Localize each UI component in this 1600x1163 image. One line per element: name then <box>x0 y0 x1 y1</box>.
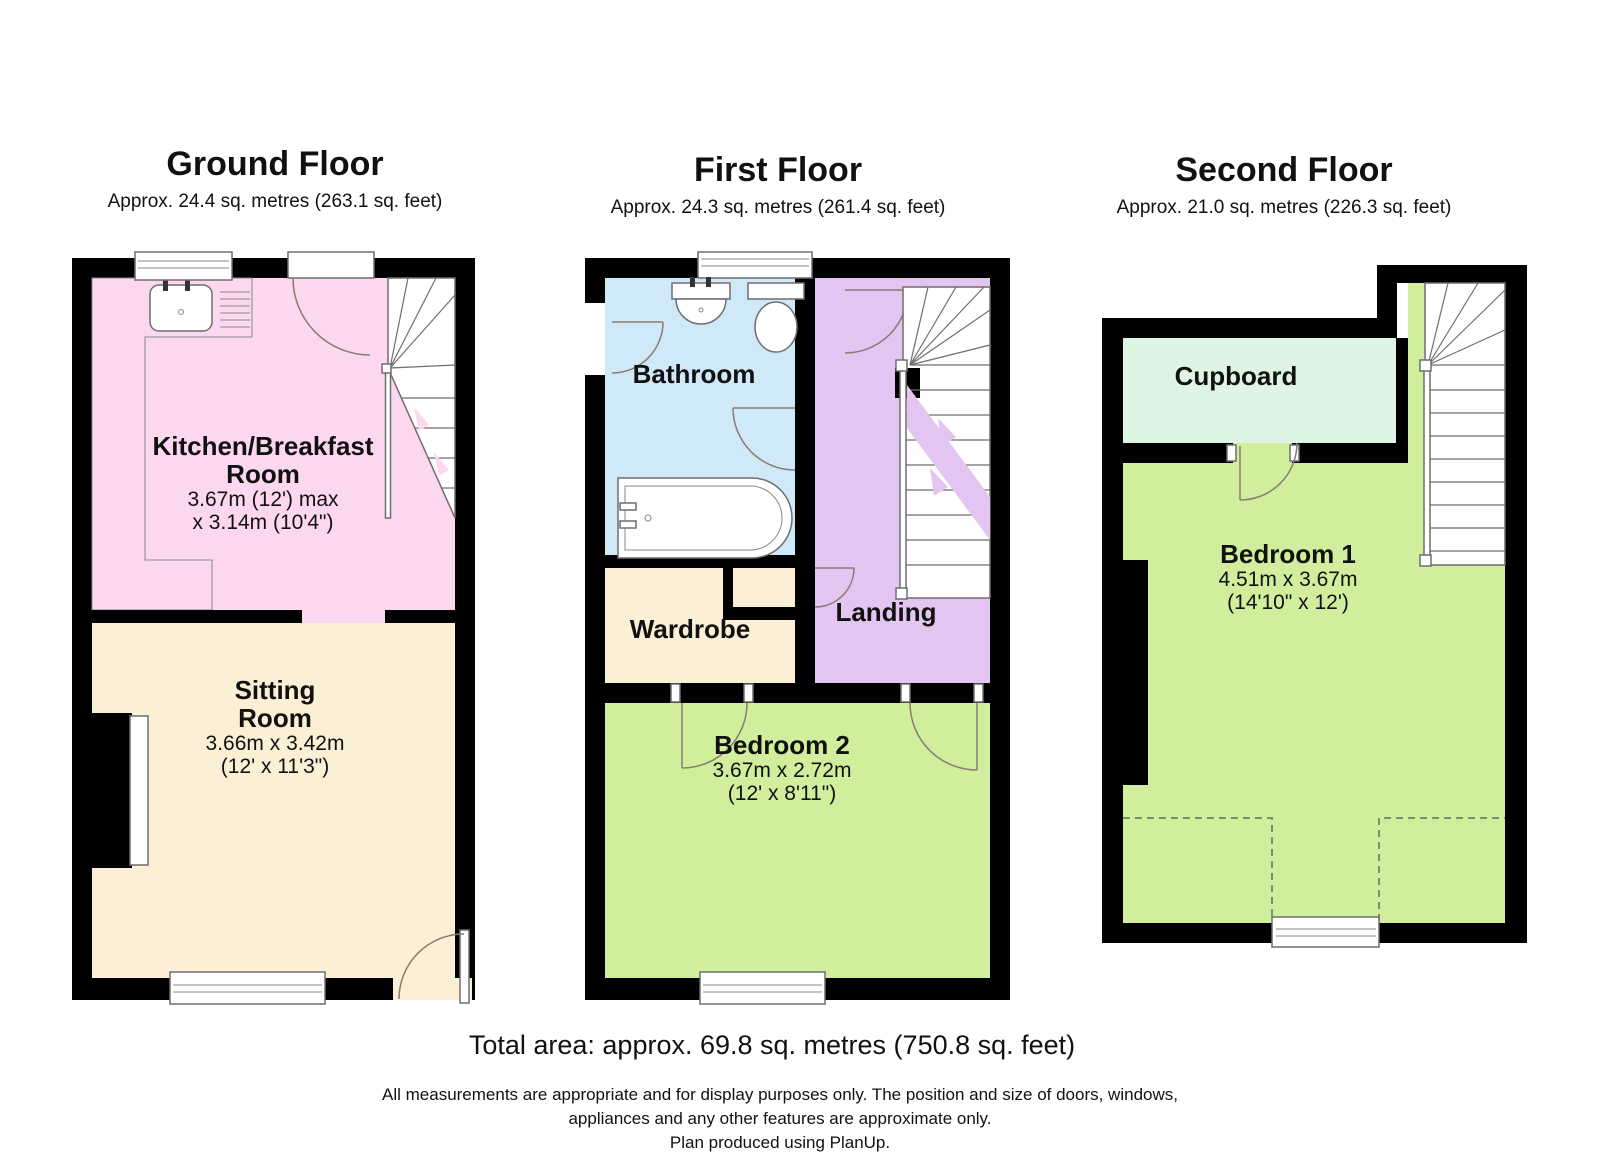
room-dimensions: 3.67m (12') max <box>187 488 339 511</box>
second-floor-subtitle: Approx. 21.0 sq. metres (226.3 sq. feet) <box>1116 197 1452 218</box>
kitchen-opening <box>302 610 385 623</box>
room-name: Cupboard <box>1174 361 1298 391</box>
room-dimensions: x 3.14m (10'4") <box>192 511 334 534</box>
first-floor-subtitle: Approx. 24.3 sq. metres (261.4 sq. feet) <box>610 197 946 218</box>
bedroom1-label <box>1219 540 1358 614</box>
bathroom-label <box>633 360 756 388</box>
second-floor-stairs <box>1420 283 1505 566</box>
kitchen-sitting-wall-right <box>385 610 455 623</box>
stairs-newel <box>382 364 391 373</box>
cupboard-label <box>1175 362 1298 390</box>
kitchen-label <box>152 432 373 534</box>
room-name: Wardrobe <box>629 614 751 644</box>
disclaimer-text <box>382 1083 1178 1155</box>
bedroom2-window <box>700 972 825 1004</box>
room-dimensions: 4.51m x 3.67m <box>1218 568 1358 591</box>
ground-floor-plan <box>60 250 500 1010</box>
first-floor-stairs <box>895 287 990 599</box>
disclaimer-line: All measurements are appropriate and for display purposes only. The position and size of doors, windows, <box>382 1085 1178 1104</box>
kitchen-sitting-wall-left <box>92 610 302 623</box>
produced-by-line: Plan produced using PlanUp. <box>669 1133 891 1152</box>
sitting-chimney-breast <box>92 713 132 868</box>
sitting-chimney-recess <box>130 716 148 865</box>
disclaimer-line: appliances and any other features are approximate only. <box>568 1109 992 1128</box>
room-dimensions: 3.66m x 3.42m <box>205 732 345 755</box>
second-floor-title: Second Floor <box>1175 151 1393 189</box>
room-dimensions: 3.67m x 2.72m <box>712 759 852 782</box>
total-area-text: Total area: approx. 69.8 sq. metres (750.8 sq. feet) <box>468 1030 1076 1060</box>
bathtub <box>618 478 792 558</box>
room-name: Bathroom <box>632 359 756 389</box>
stairs-newel <box>1420 360 1431 371</box>
room-dimensions: (12' x 8'11") <box>727 782 837 805</box>
room-dimensions: (14'10" x 12') <box>1227 591 1349 614</box>
first-floor-title: First Floor <box>693 151 863 189</box>
bedroom1-chimney-breast <box>1123 560 1148 785</box>
room-name: Sitting <box>234 675 316 705</box>
ground-floor-subtitle: Approx. 24.4 sq. metres (263.1 sq. feet) <box>107 191 443 212</box>
room-name: Landing <box>835 597 937 627</box>
sitting-window <box>170 972 325 1004</box>
room-name: Kitchen/Breakfast <box>152 431 374 461</box>
stairs-newel <box>1420 555 1431 566</box>
wardrobe-vestibule-floor <box>733 568 795 607</box>
room-name: Room <box>238 703 312 733</box>
sitting-room-label <box>206 676 345 778</box>
room-name: Bedroom 2 <box>714 730 850 760</box>
stairs-handrail <box>900 365 906 593</box>
second-floor-plan <box>1080 250 1540 1010</box>
bedroom1-window <box>1272 917 1379 947</box>
bathroom-window <box>698 252 812 278</box>
ground-floor-title: Ground Floor <box>166 145 384 183</box>
landing-label <box>835 598 936 626</box>
room-dimensions: (12' x 11'3") <box>220 755 330 778</box>
bedroom2-label <box>713 731 852 805</box>
kitchen-window <box>135 252 232 280</box>
wardrobe-label <box>630 615 750 643</box>
room-name: Room <box>226 459 300 489</box>
stairs-newel <box>896 360 907 371</box>
stairs-handrail <box>1424 365 1430 561</box>
room-name: Bedroom 1 <box>1220 539 1356 569</box>
stairs-handrail <box>386 368 391 518</box>
